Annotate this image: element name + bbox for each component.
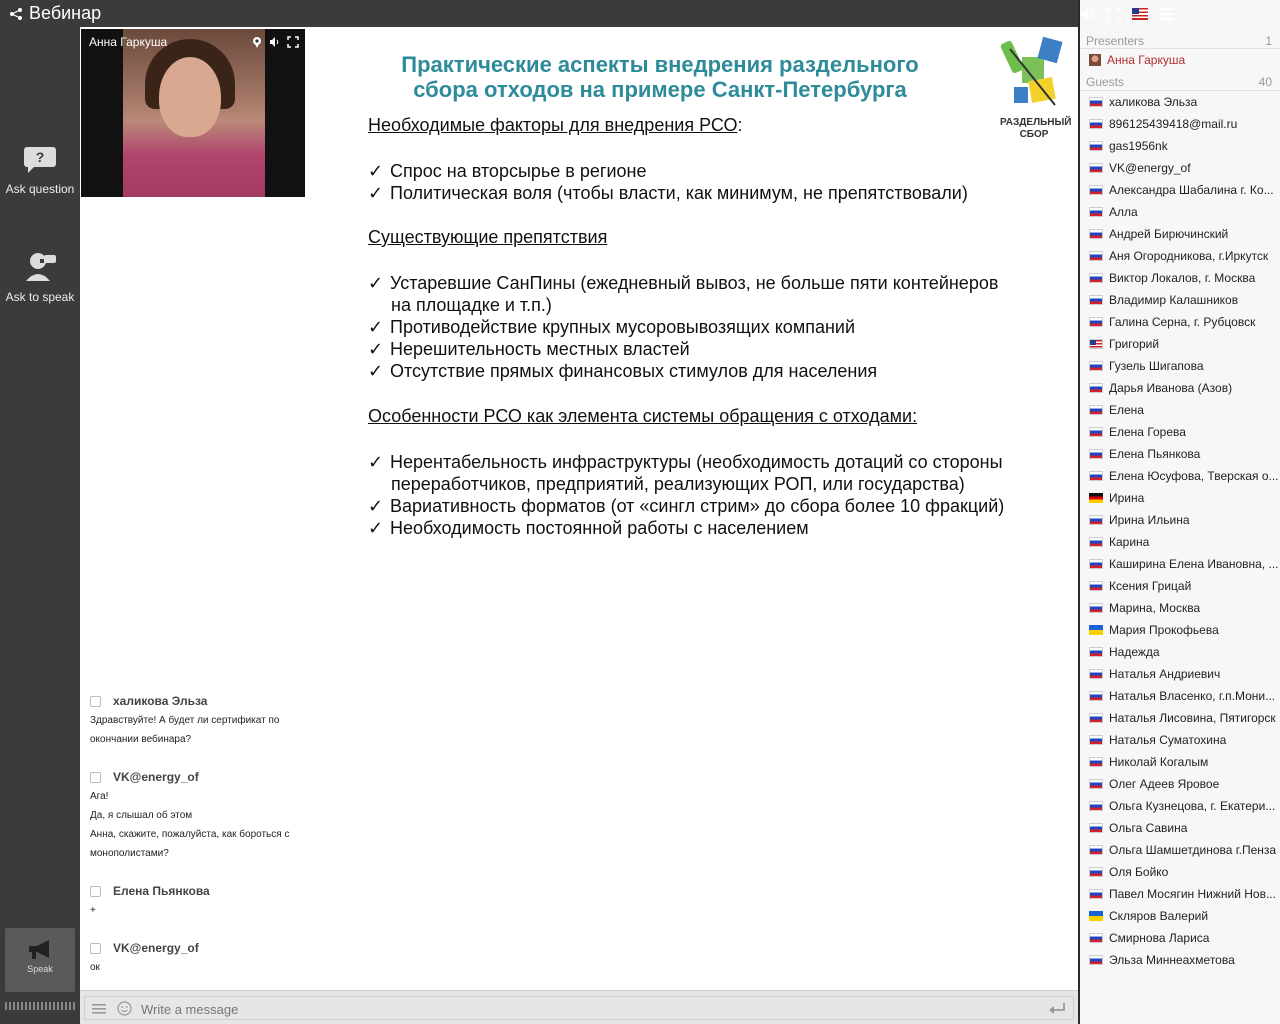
section1-colon: : [737,115,743,135]
ru-flag-icon [1089,757,1103,767]
svg-text:?: ? [35,149,45,165]
item-text: Нерентабельность инфраструктуры (необходимость дотаций со стороны [390,452,1003,472]
chat-text: Ага! [90,791,109,802]
de-flag-icon [1089,493,1103,503]
top-bar [0,0,1280,27]
presenters-count: 1 [1265,34,1272,48]
guest-name: Галина Серна, г. Рубцовск [1109,315,1256,329]
check-icon: ✓ [368,361,384,381]
video-presenter-name: Анна Гаркуша [89,35,168,49]
item-text-continued: переработчиков, предприятий, реализующих РОП, или государства) [391,474,965,494]
guest-name: Карина [1109,535,1150,549]
guest-name: Павел Мосягин Нижний Нов... [1109,887,1276,901]
megaphone-icon [5,938,75,964]
ru-flag-icon [1089,207,1103,217]
ru-flag-icon [1089,119,1103,129]
guest-row[interactable] [1080,729,1280,751]
guest-name: Олег Адеев Яровое [1109,777,1220,791]
chat-author: VK@energy_of [113,941,199,955]
ru-flag-icon [1089,779,1103,789]
slide-title-line1: Практические аспекты внедрения раздельного [401,52,919,77]
presenters-label: Presenters [1086,34,1145,48]
guest-name: Григорий [1109,337,1160,351]
ua-flag-icon [1089,625,1103,635]
guest-row[interactable] [1080,773,1280,795]
copy-icon[interactable] [90,886,101,897]
presenters-header [1080,27,1280,49]
slide-title-line2: сбора отходов на примере Санкт-Петербурга [413,77,907,102]
check-icon: ✓ [368,273,384,293]
ru-flag-icon [1089,427,1103,437]
chat-input-field[interactable] [84,996,1074,1020]
guests-count: 40 [1258,75,1272,89]
guest-row[interactable] [1080,531,1280,553]
ru-flag-icon [1089,141,1103,151]
send-icon[interactable] [1047,1001,1067,1022]
chat-message [90,694,279,749]
question-bubble-icon [0,145,80,178]
ru-flag-icon [1089,581,1103,591]
guest-name: Надежда [1109,645,1160,659]
chat-text: окончании вебинара? [90,734,192,745]
guest-row[interactable] [1080,157,1280,179]
section2-item [368,316,855,338]
guest-name: Оля Бойко [1109,865,1169,879]
language-flag-icon[interactable] [1132,6,1148,22]
menu-icon[interactable] [1158,6,1174,22]
item-text: Устаревшие СанПины (ежедневный вывоз, не больше пяти контейнеров [390,273,999,293]
share-icon[interactable] [9,7,23,21]
ru-flag-icon [1089,471,1103,481]
guest-row[interactable] [1080,421,1280,443]
guest-row[interactable] [1080,289,1280,311]
section3-item [368,495,1004,517]
copy-icon[interactable] [90,943,101,954]
guest-row[interactable] [1080,685,1280,707]
check-icon: ✓ [368,496,384,516]
speak-label: Speak [27,964,53,974]
guest-row[interactable] [1080,927,1280,949]
guest-row[interactable] [1080,245,1280,267]
item-text: Нерешительность местных властей [390,339,690,359]
guest-row[interactable] [1080,333,1280,355]
guest-row[interactable] [1080,311,1280,333]
ask-question-button[interactable] [0,145,80,196]
chat-message [90,884,210,920]
item-text: Вариативность форматов (от «сингл стрим» до сбора более 10 фракций) [390,496,1005,516]
section1-item [368,182,968,204]
guest-row[interactable] [1080,443,1280,465]
ru-flag-icon [1089,273,1103,283]
guest-name: Наталья Андриевич [1109,667,1221,681]
guest-name: Наталья Лисовина, Пятигорск [1109,711,1276,725]
ru-flag-icon [1089,713,1103,723]
guest-name: Аня Огородникова, г.Иркутск [1109,249,1269,263]
guest-row[interactable] [1080,597,1280,619]
check-icon: ✓ [368,317,384,337]
guest-list [1080,91,1280,971]
guest-name: Дарья Иванова (Азов) [1109,381,1233,395]
guest-row[interactable] [1080,267,1280,289]
guest-row[interactable] [1080,399,1280,421]
check-icon: ✓ [368,183,384,203]
guest-row[interactable] [1080,509,1280,531]
guest-name: Ирина Ильина [1109,513,1190,527]
guest-row[interactable] [1080,113,1280,135]
ru-flag-icon [1089,537,1103,547]
speaker-person-icon [0,249,80,286]
ru-flag-icon [1089,647,1103,657]
separate-collection-logo [1000,35,1072,143]
avatar [1089,54,1101,66]
ru-flag-icon [1089,691,1103,701]
ru-flag-icon [1089,603,1103,613]
guest-row[interactable] [1080,839,1280,861]
guest-name: Елена [1109,403,1144,417]
section1-item [368,160,646,182]
ru-flag-icon [1089,185,1103,195]
guest-row[interactable] [1080,487,1280,509]
copy-icon[interactable] [90,696,101,707]
ask-question-label: Ask question [5,182,75,196]
section2-item [368,338,690,360]
guest-name: Гузель Шигапова [1109,359,1204,373]
ask-to-speak-label: Ask to speak [5,290,75,304]
guest-row[interactable] [1080,817,1280,839]
presenter-face [159,57,221,137]
section3-item [368,517,809,539]
guest-row[interactable] [1080,223,1280,245]
ru-flag-icon [1089,229,1103,239]
chat-input-placeholder: Write a message [141,1002,239,1017]
emoji-icon[interactable] [117,1001,132,1021]
item-text: Политическая воля (чтобы власти, как минимум, не препятствовали) [390,183,968,203]
fullscreen-icon[interactable] [1106,6,1122,22]
section1-text: Необходимые факторы для внедрения РСО [368,115,738,135]
speak-button[interactable] [5,928,75,992]
video-fullscreen-icon[interactable] [287,35,299,53]
guest-name: Ольга Шамшетдинова г.Пенза [1109,843,1277,857]
ru-flag-icon [1089,889,1103,899]
guest-name: Александра Шабалина г. Ко... [1109,183,1274,197]
guest-row[interactable] [1080,91,1280,113]
guest-name: Эльза Миннеахметова [1109,953,1235,967]
guest-name: Мария Прокофьева [1109,623,1219,637]
main-area [80,27,1078,1024]
ru-flag-icon [1089,317,1103,327]
logo-text-bottom: СБОР [1019,129,1049,140]
ru-flag-icon [1089,361,1103,371]
ru-flag-icon [1089,823,1103,833]
video-volume-icon[interactable] [269,35,281,53]
check-icon: ✓ [368,339,384,359]
section3-heading: Особенности РСО как элемента системы обращения с отходами: [368,406,918,426]
item-text: Спрос на вторсырье в регионе [390,161,647,181]
ru-flag-icon [1089,163,1103,173]
item-text: Отсутствие прямых финансовых стимулов для населения [390,361,878,381]
chat-input-bar [80,990,1078,1024]
guest-name: Владимир Калашников [1109,293,1239,307]
participants-panel [1078,27,1280,1024]
guest-name: Ирина [1109,491,1145,505]
section1-heading [368,115,743,136]
guest-name: Марина, Москва [1109,601,1201,615]
guest-name: Елена Горева [1109,425,1186,439]
guest-name: Ольга Савина [1109,821,1188,835]
ru-flag-icon [1089,801,1103,811]
check-icon: ✓ [368,161,384,181]
ru-flag-icon [1089,383,1103,393]
guest-name: Наталья Суматохина [1109,733,1227,747]
audio-level-meter [5,1002,75,1010]
chat-text: Здравствуйте! А будет ли сертификат по [90,715,280,726]
guest-name: Елена Юсуфова, Тверская о... [1109,469,1279,483]
guest-name: 896125439418@mail.ru [1109,117,1238,131]
ru-flag-icon [1089,669,1103,679]
us-flag-icon [1089,339,1103,349]
pin-icon[interactable] [251,35,263,53]
copy-icon[interactable] [90,772,101,783]
item-text: Противодействие крупных мусоровывозящих компаний [390,317,856,337]
section2-item [368,360,877,382]
chat-message [90,770,289,863]
guest-row[interactable] [1080,619,1280,641]
check-icon: ✓ [368,518,384,538]
guest-name: Каширина Елена Ивановна, ... [1109,557,1279,571]
slide-title [360,52,960,102]
chat-author: Елена Пьянкова [113,884,210,898]
guest-name: Андрей Бирючинский [1109,227,1229,241]
guest-row[interactable] [1080,641,1280,663]
guest-name: Елена Пьянкова [1109,447,1201,461]
ru-flag-icon [1089,405,1103,415]
ua-flag-icon [1089,911,1103,921]
ru-flag-icon [1089,735,1103,745]
guest-name: Николай Когалым [1109,755,1209,769]
guests-label: Guests [1086,75,1125,89]
presenter-name: Анна Гаркуша [1107,53,1186,67]
chat-text: Да, я слышал об этом [90,810,193,821]
presenter-video[interactable] [81,29,305,197]
guest-name: Виктор Локалов, г. Москва [1109,271,1256,285]
chat-text: + [90,905,96,916]
guest-row[interactable] [1080,377,1280,399]
guest-name: Смирнова Лариса [1109,931,1210,945]
guest-row[interactable] [1080,179,1280,201]
guest-row[interactable] [1080,861,1280,883]
guest-row[interactable] [1080,575,1280,597]
guest-name: Алла [1109,205,1138,219]
volume-icon[interactable] [1080,6,1096,22]
hamburger-icon[interactable] [92,1002,106,1020]
chat-author: халикова Эльза [113,694,208,708]
section3-item [368,451,1003,495]
check-icon: ✓ [368,452,384,472]
guest-name: VK@energy_of [1109,161,1191,175]
guest-row[interactable] [1080,905,1280,927]
chat-message [90,941,199,977]
logo-text-top: РАЗДЕЛЬНЫЙ [1000,117,1072,128]
ru-flag-icon [1089,97,1103,107]
chat-text: монополистами? [90,848,169,859]
ru-flag-icon [1089,955,1103,965]
guest-row[interactable] [1080,355,1280,377]
guest-name: Ксения Грицай [1109,579,1192,593]
chat-author: VK@energy_of [113,770,199,784]
ru-flag-icon [1089,515,1103,525]
guest-row[interactable] [1080,707,1280,729]
guest-row[interactable] [1080,883,1280,905]
guest-row[interactable] [1080,663,1280,685]
ru-flag-icon [1089,933,1103,943]
guest-row[interactable] [1080,135,1280,157]
ru-flag-icon [1089,251,1103,261]
guest-name: Ольга Кузнецова, г. Екатери... [1109,799,1276,813]
section2-item [368,272,998,316]
ru-flag-icon [1089,449,1103,459]
section2-heading: Существующие препятствия [368,227,608,247]
ru-flag-icon [1089,295,1103,305]
guest-row[interactable] [1080,201,1280,223]
app-title: Вебинар [29,3,102,23]
ru-flag-icon [1089,845,1103,855]
chat-text: ок [90,962,100,973]
guest-name: халикова Эльза [1109,95,1198,109]
guest-name: gas1956nk [1109,139,1168,153]
guest-row[interactable] [1080,795,1280,817]
item-text: Необходимость постоянной работы с населением [390,518,809,538]
guest-name: Скляров Валерий [1109,909,1209,923]
chat-text: Анна, скажите, пожалуйста, как бороться с [90,829,290,840]
presentation-slide [310,27,1078,587]
guest-row[interactable] [1080,465,1280,487]
presenter-row[interactable] [1080,49,1280,71]
guest-row[interactable] [1080,751,1280,773]
guest-row[interactable] [1080,949,1280,971]
item-text-continued: на площадке и т.п.) [391,295,552,315]
guest-row[interactable] [1080,553,1280,575]
left-sidebar [0,27,80,1024]
guests-header [1080,71,1280,91]
ask-to-speak-button[interactable] [0,249,80,304]
ru-flag-icon [1089,559,1103,569]
guest-name: Наталья Власенко, г.п.Мони... [1109,689,1276,703]
ru-flag-icon [1089,867,1103,877]
